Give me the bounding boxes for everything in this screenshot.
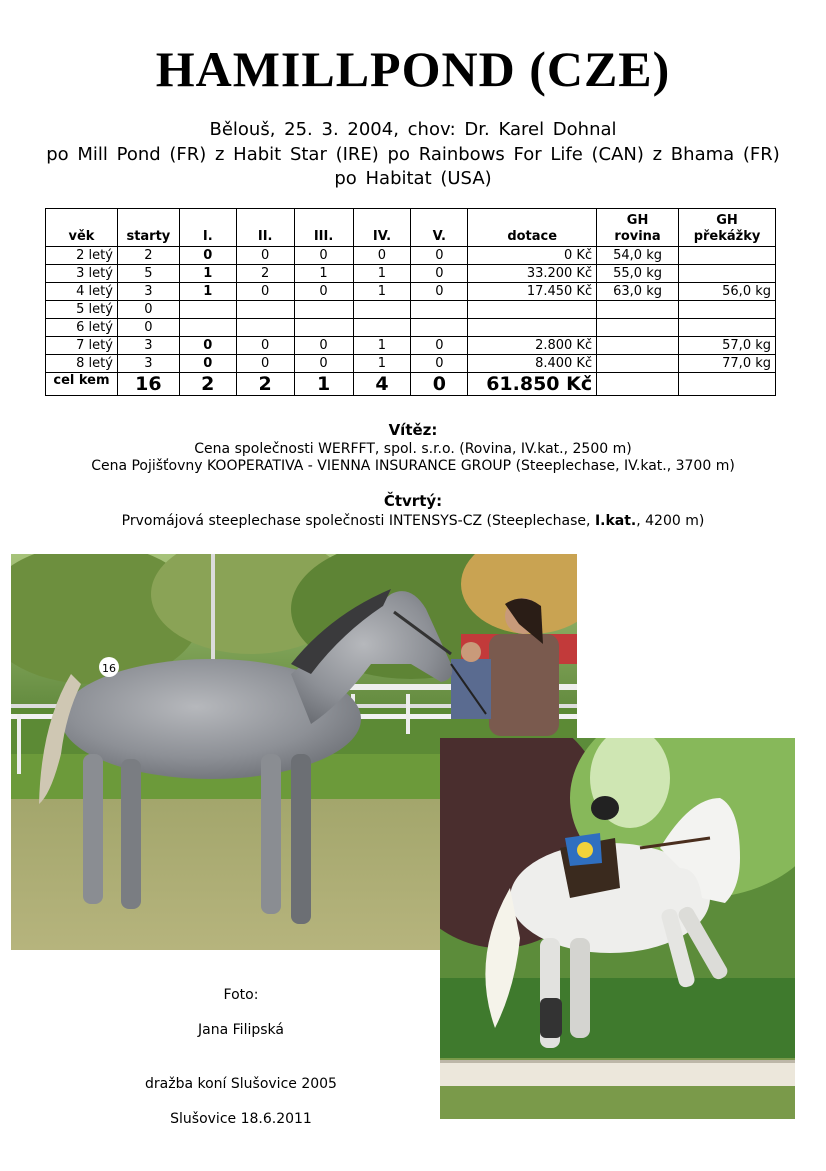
- cell-place-1: [179, 319, 236, 337]
- cell-place-3: 0: [294, 247, 353, 265]
- cell-place-4: 1: [353, 283, 411, 301]
- total-place-1: 2: [179, 373, 236, 396]
- cell-place-4: 1: [353, 355, 411, 373]
- cell-place-3: 1: [294, 265, 353, 283]
- cell-starts: 5: [117, 265, 179, 283]
- winner-heading: Vítěz:: [388, 421, 438, 439]
- cell-place-1: 1: [179, 283, 236, 301]
- cell-place-4: [353, 301, 411, 319]
- cell-place-5: [411, 319, 468, 337]
- cell-place-5: 0: [411, 247, 468, 265]
- header-place-1: I.: [179, 209, 236, 247]
- cell-starts: 2: [117, 247, 179, 265]
- cell-place-5: 0: [411, 337, 468, 355]
- fourth-place-heading: Čtvrtý:: [383, 492, 443, 510]
- horse-number-badge: 16: [102, 662, 116, 675]
- cell-age: 2 letý: [46, 247, 118, 265]
- table-row: [46, 301, 776, 319]
- table-row: [46, 337, 776, 355]
- table-row: [46, 247, 776, 265]
- table-row: [46, 265, 776, 283]
- header-weight-hurdles: GH překážky: [679, 209, 776, 247]
- cell-place-4: 0: [353, 247, 411, 265]
- cell-weight-hurdles: [679, 265, 776, 283]
- cell-weight-flat: [597, 337, 679, 355]
- cell-place-3: [294, 319, 353, 337]
- cell-place-1: 0: [179, 247, 236, 265]
- total-age: cel kem: [46, 373, 118, 396]
- cell-prize-money: 33.200 Kč: [468, 265, 597, 283]
- cell-place-5: 0: [411, 355, 468, 373]
- header-place-2: II.: [236, 209, 294, 247]
- fourth-race-prefix: Prvomájová steeplechase společnosti INTENSYS-CZ (Steeplechase,: [121, 513, 595, 529]
- table-row: [46, 319, 776, 337]
- cell-place-2: 0: [236, 283, 294, 301]
- cell-starts: 3: [117, 283, 179, 301]
- cell-place-3: 0: [294, 355, 353, 373]
- cell-age: 7 letý: [46, 337, 118, 355]
- cell-weight-hurdles: 77,0 kg: [679, 355, 776, 373]
- cell-starts: 3: [117, 337, 179, 355]
- cell-place-3: [294, 301, 353, 319]
- cell-weight-flat: 54,0 kg: [597, 247, 679, 265]
- cell-prize-money: 0 Kč: [468, 247, 597, 265]
- cell-place-4: [353, 319, 411, 337]
- cell-age: 3 letý: [46, 265, 118, 283]
- grey-horse-jumping-photo: [440, 738, 795, 1119]
- cell-place-1: 0: [179, 355, 236, 373]
- header-starts: starty: [117, 209, 179, 247]
- horse-pedigree-line-2: po Habitat (USA): [334, 168, 492, 189]
- horse-pedigree-line: po Mill Pond (FR) z Habit Star (IRE) po Rainbows For Life (CAN) z Bhama (FR): [46, 144, 780, 165]
- cell-place-5: [411, 301, 468, 319]
- table-header-row: [46, 209, 776, 247]
- fourth-place-race: [0, 512, 826, 530]
- cell-weight-hurdles: [679, 301, 776, 319]
- auction-caption: dražba koní Slušovice 2005: [145, 1076, 337, 1092]
- fourth-race-suffix: , 4200 m): [636, 513, 705, 529]
- total-place-4: 4: [353, 373, 411, 396]
- race-statistics-table: [45, 208, 776, 396]
- total-weight-flat: [597, 373, 679, 396]
- cell-place-2: 0: [236, 355, 294, 373]
- cell-place-3: 0: [294, 283, 353, 301]
- table-row: [46, 283, 776, 301]
- header-age: věk: [46, 209, 118, 247]
- fourth-race-category: I.kat.: [594, 513, 637, 529]
- cell-age: 8 letý: [46, 355, 118, 373]
- cell-place-1: 0: [179, 337, 236, 355]
- photo-credit-label: Foto:: [223, 987, 259, 1003]
- header-prize-money: dotace: [468, 209, 597, 247]
- cell-weight-flat: [597, 301, 679, 319]
- cell-prize-money: [468, 301, 597, 319]
- cell-prize-money: 2.800 Kč: [468, 337, 597, 355]
- cell-place-2: 0: [236, 247, 294, 265]
- header-weight-flat: GH rovina: [597, 209, 679, 247]
- header-place-5: V.: [411, 209, 468, 247]
- cell-place-4: 1: [353, 337, 411, 355]
- cell-age: 4 letý: [46, 283, 118, 301]
- cell-starts: 0: [117, 319, 179, 337]
- total-place-3: 1: [294, 373, 353, 396]
- total-prize-money: 61.850 Kč: [468, 373, 597, 396]
- table-row: [46, 355, 776, 373]
- photo-credit-author: Jana Filipská: [198, 1022, 284, 1038]
- cell-age: 6 letý: [46, 319, 118, 337]
- total-weight-hurdles: [679, 373, 776, 396]
- horse-name-title: HAMILLPOND (CZE): [155, 41, 671, 97]
- cell-age: 5 letý: [46, 301, 118, 319]
- cell-prize-money: 17.450 Kč: [468, 283, 597, 301]
- cell-weight-hurdles: [679, 247, 776, 265]
- cell-weight-flat: 55,0 kg: [597, 265, 679, 283]
- cell-weight-hurdles: 57,0 kg: [679, 337, 776, 355]
- cell-place-5: 0: [411, 265, 468, 283]
- cell-weight-flat: [597, 319, 679, 337]
- cell-starts: 3: [117, 355, 179, 373]
- cell-starts: 0: [117, 301, 179, 319]
- cell-weight-flat: 63,0 kg: [597, 283, 679, 301]
- cell-weight-flat: [597, 355, 679, 373]
- cell-place-3: 0: [294, 337, 353, 355]
- total-starts: 16: [117, 373, 179, 396]
- cell-prize-money: 8.400 Kč: [468, 355, 597, 373]
- winner-race-2: Cena Pojišťovny KOOPERATIVA - VIENNA INSURANCE GROUP (Steeplechase, IV.kat., 3700 m): [91, 458, 735, 474]
- cell-weight-hurdles: [679, 319, 776, 337]
- header-place-4: IV.: [353, 209, 411, 247]
- cell-place-4: 1: [353, 265, 411, 283]
- total-place-2: 2: [236, 373, 294, 396]
- header-place-3: III.: [294, 209, 353, 247]
- cell-place-2: [236, 319, 294, 337]
- cell-weight-hurdles: 56,0 kg: [679, 283, 776, 301]
- cell-place-2: [236, 301, 294, 319]
- cell-prize-money: [468, 319, 597, 337]
- horse-origin-line: Bělouš, 25. 3. 2004, chov: Dr. Karel Dohnal: [209, 119, 617, 140]
- winner-race-1: Cena společnosti WERFFT, spol. s.r.o. (Rovina, IV.kat., 2500 m): [194, 441, 632, 457]
- total-place-5: 0: [411, 373, 468, 396]
- jumping-horse-illustration: [440, 738, 795, 1119]
- place-date-caption: Slušovice 18.6.2011: [170, 1111, 312, 1127]
- table-total-row: [46, 373, 776, 396]
- cell-place-5: 0: [411, 283, 468, 301]
- cell-place-2: 2: [236, 265, 294, 283]
- cell-place-1: 1: [179, 265, 236, 283]
- cell-place-1: [179, 301, 236, 319]
- cell-place-2: 0: [236, 337, 294, 355]
